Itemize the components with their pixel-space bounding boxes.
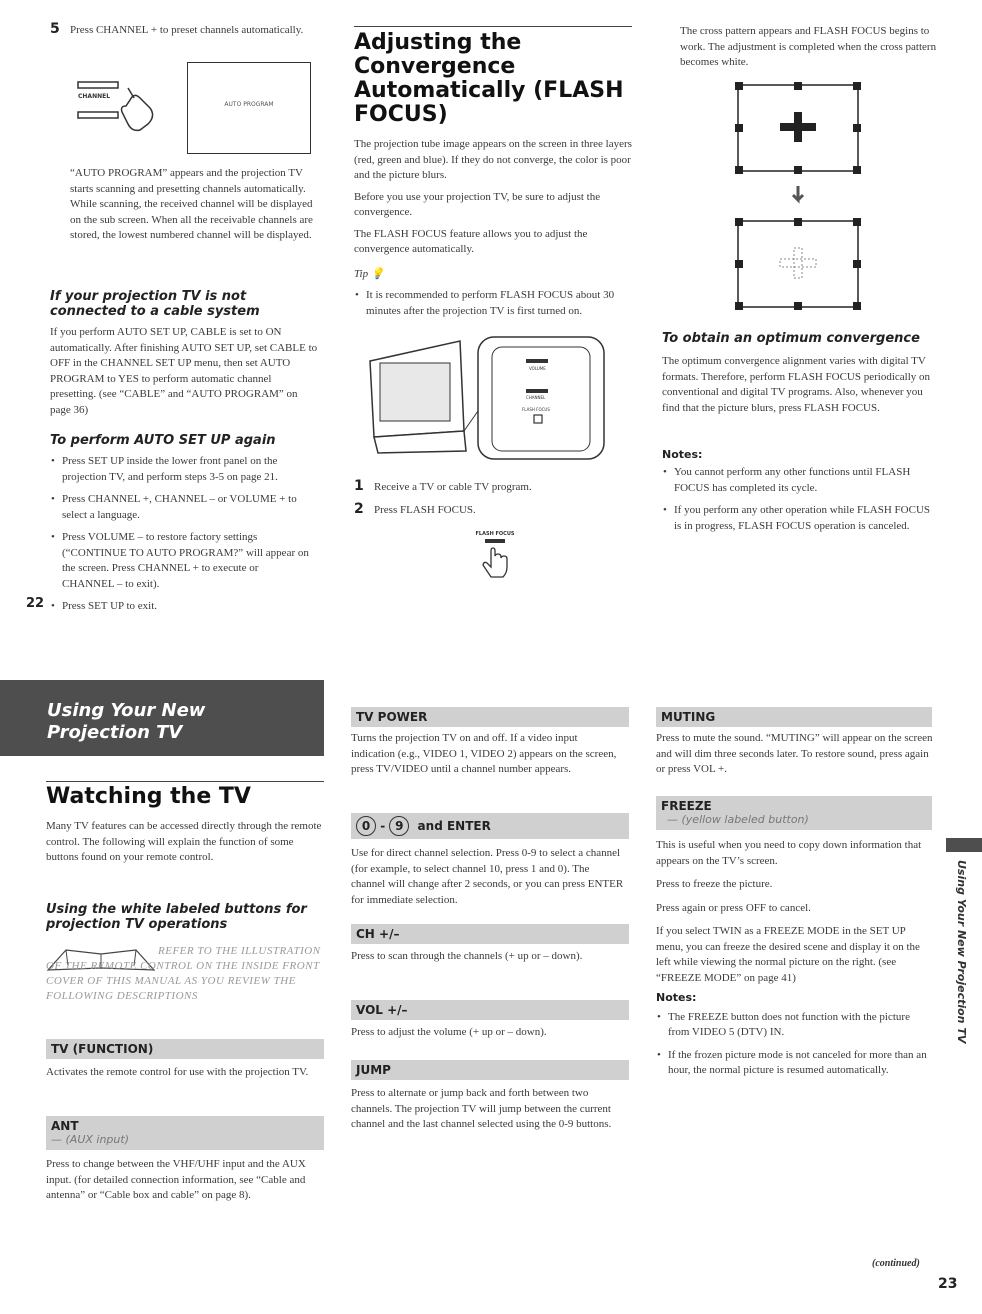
freeze-label: FREEZE <box>661 799 712 813</box>
tv-power-header: TV POWER <box>351 707 629 727</box>
paragraph: Press again or press OFF to cancel. <box>656 901 811 914</box>
convergence-paragraphs <box>354 137 634 258</box>
step-5 <box>50 22 320 39</box>
tip-label-text: Tip <box>354 268 369 280</box>
notes-label: Notes: <box>656 991 697 1004</box>
not-connected-text: If you perform AUTO SET UP, CABLE is set to ON automatically. After finishing AUTO SET UP, set CABLE to OFF in the CHANNEL SET UP menu, then set AUTO PROGRAM to YES to perform automatic channel presetting. (see “CABLE” and “AUTO PROGRAM” on page 36) <box>50 326 318 416</box>
step-text: Press FLASH FOCUS. <box>374 504 476 516</box>
list-item: • Press SET UP inside the lower front panel on the projection TV, and perform steps 3-5 on page 21. <box>50 454 312 485</box>
refer-text: REFER TO THE ILLUSTRATION OF THE REMOTE CONTROL ON THE INSIDE FRONT COVER OF THIS MANUAL AS YOU REVIEW THE FOLLOWING DESCRIPTIONS <box>46 945 321 1002</box>
auto-program-screen <box>187 62 311 154</box>
step-number: 2 <box>354 501 364 517</box>
paragraph: Press to freeze the picture. <box>656 878 773 890</box>
ch-header: CH +/– <box>351 924 629 944</box>
convergence-title: Adjusting the Convergence Automatically (FLASH FOCUS) <box>354 30 624 127</box>
freeze-sub: — (yellow labeled button) <box>667 813 809 826</box>
remote-channel-label: CHANNEL <box>78 93 111 100</box>
digit-9-icon: 9 <box>389 816 409 836</box>
paragraph: Before you use your projection TV, be sure to adjust the convergence. <box>354 190 601 218</box>
panel-label-volume: VOLUME <box>529 366 546 371</box>
tv-power-text: Turns the projection TV on and off. If a video input indication (e.g., VIDEO 1, VIDEO 2) appears on the screen, press TV/VIDEO until a channel number appears. <box>351 732 617 775</box>
intro-text: Many TV features can be accessed directly through the remote control. The following will explain the function of some buttons found on your remote control. <box>46 820 322 863</box>
tip-label <box>354 267 385 283</box>
step-2 <box>354 502 634 519</box>
jump-text: Press to alternate or jump back and forth between two channels. The projection TV will jump between the current channel and the last channel selected using the 0-9 buttons. <box>351 1087 612 1130</box>
page-number-22: 22 <box>26 596 45 611</box>
panel-label-flash-focus: FLASH FOCUS <box>522 407 550 412</box>
paragraph: If you select TWIN as a FREEZE MODE in the SET UP menu, you can freeze the desired scene and display it on the left while viewing the normal picture on the right. (see “FREEZE MODE” on page 41) <box>656 925 920 984</box>
jump-header: JUMP <box>351 1060 629 1080</box>
ant-header <box>46 1116 324 1150</box>
list-item: • Press VOLUME – to restore factory settings (“CONTINUE TO AUTO PROGRAM?” will appear on the screen. Press CHANNEL + to execute or CHANNEL – to exit). <box>50 530 312 592</box>
banner-title: Using Your New Projection TV <box>47 700 206 743</box>
enter-label: and ENTER <box>417 819 491 833</box>
screen-text: AUTO PROGRAM <box>224 101 274 108</box>
ch-text: Press to scan through the channels (+ up or – down). <box>351 950 583 962</box>
paragraph: This is useful when you need to copy down information that appears on the TV’s screen. <box>656 839 922 867</box>
list-item: • You cannot perform any other functions until FLASH FOCUS has completed its cycle. <box>662 465 938 496</box>
digit-range-dash: - <box>380 819 386 833</box>
lightbulb-icon: 💡 <box>370 268 385 280</box>
digit-0-icon: 0 <box>356 816 376 836</box>
side-tab-label: Using Your New Projection TV <box>955 860 968 1044</box>
remote-channel-illustration <box>74 76 164 134</box>
panel-label-channel: CHANNEL <box>526 395 546 400</box>
page-number-23: 23 <box>938 1276 958 1292</box>
notes-list <box>662 465 938 541</box>
list-item: • The FREEZE button does not function with the picture from VIDEO 5 (DTV) IN. <box>656 1010 934 1041</box>
paragraph: The FLASH FOCUS feature allows you to adjust the convergence automatically. <box>354 227 588 255</box>
watching-title: Watching the TV <box>46 784 251 809</box>
tv-function-text: Activates the remote control for use with the projection TV. <box>46 1066 309 1078</box>
step-number: 5 <box>50 21 60 37</box>
cross-pattern-text: The cross pattern appears and FLASH FOCUS begins to work. The adjustment is completed when the cross pattern becomes white. <box>680 25 937 68</box>
section-banner <box>0 680 324 756</box>
ant-text: Press to change between the VHF/UHF input and the AUX input. (for detailed connection information, see “Cable and antenna” or “Cable box and cable” on page 8). <box>46 1158 306 1201</box>
step-text: Receive a TV or cable TV program. <box>374 481 532 493</box>
section-rule <box>46 781 324 782</box>
flash-focus-button-illustration <box>465 531 525 583</box>
ant-label: ANT <box>51 1119 79 1133</box>
continued-label: (continued) <box>872 1258 920 1269</box>
muting-header: MUTING <box>656 707 932 727</box>
step-1 <box>354 479 634 496</box>
step-number: 1 <box>354 478 364 494</box>
auto-program-paragraph: “AUTO PROGRAM” appears and the projection TV starts scanning and presetting channels automatically. While scanning, the received channel will be displayed on the sub screen. When all the receivable channels are stored, the lowest numbered channel will be displayed. <box>70 167 313 241</box>
perform-again-heading: To perform AUTO SET UP again <box>50 433 276 448</box>
list-item: • If you perform any other operation while FLASH FOCUS is in progress, FLASH FOCUS operation is canceled. <box>662 503 938 534</box>
freeze-header <box>656 796 932 830</box>
optimum-text: The optimum convergence alignment varies with digital TV formats. Therefore, perform FLASH FOCUS periodically on conventional and digital TV programs. Also, whenever you find that the picture blurs, press FLASH FOCUS. <box>662 355 931 414</box>
freeze-paragraphs <box>656 838 934 1086</box>
flash-focus-label: FLASH FOCUS <box>475 531 515 537</box>
muting-text: Press to mute the sound. “MUTING” will appear on the screen and will dim three seconds later. To restore sound, press again or press VOL +. <box>656 732 933 775</box>
vol-header: VOL +/– <box>351 1000 629 1020</box>
paragraph: The projection tube image appears on the screen in three layers (red, green and blue). If they do not converge, the color is poor and the picture blurs. <box>354 138 632 181</box>
notes-label: Notes: <box>662 448 703 461</box>
not-connected-heading: If your projection TV is not connected to a cable system <box>50 289 260 319</box>
side-tab-marker <box>946 838 982 852</box>
tip-text <box>354 288 616 326</box>
list-item: • It is recommended to perform FLASH FOCUS about 30 minutes after the projection TV is first turned on. <box>354 288 616 319</box>
projection-tv-illustration <box>360 333 610 463</box>
zero-nine-text: Use for direct channel selection. Press 0-9 to select a channel (for example, to select channel 10, press 1 and 0). The channel will change after 2 seconds, or you can press ENTER for immediate selection. <box>351 847 624 906</box>
cross-pattern-illustration <box>735 82 861 314</box>
ant-sub: — (AUX input) <box>51 1133 129 1146</box>
section-rule <box>354 26 632 27</box>
list-item: • If the frozen picture mode is not canceled for more than an hour, the normal picture is resumed automatically. <box>656 1048 934 1079</box>
list-item: • Press CHANNEL +, CHANNEL – or VOLUME + to select a language. <box>50 492 312 523</box>
optimum-heading: To obtain an optimum convergence <box>662 331 920 346</box>
step-text: Press CHANNEL + to preset channels automatically. <box>70 24 304 36</box>
perform-again-list <box>50 454 312 622</box>
hand-press-icon <box>465 537 525 581</box>
tv-function-header: TV (FUNCTION) <box>46 1039 324 1059</box>
white-buttons-heading: Using the white labeled buttons for projection TV operations <box>46 902 307 932</box>
zero-nine-enter-header <box>351 813 629 839</box>
vol-text: Press to adjust the volume (+ up or – down). <box>351 1026 547 1038</box>
list-item: • Press SET UP to exit. <box>50 599 312 615</box>
